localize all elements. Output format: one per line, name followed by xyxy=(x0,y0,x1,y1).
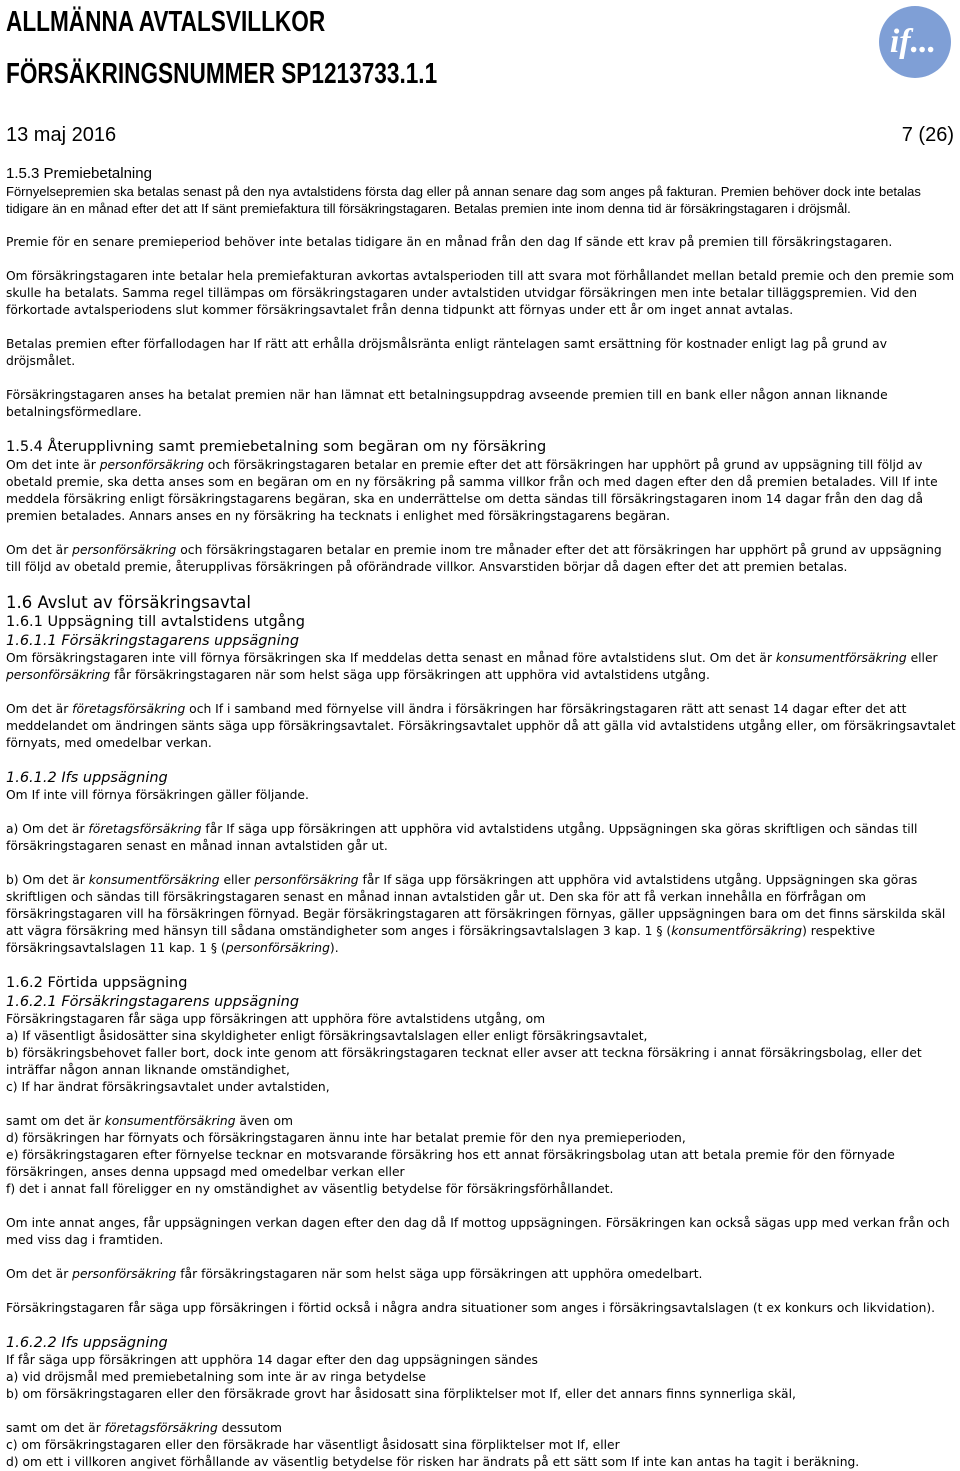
section-heading-1-6-2-1: 1.6.2.1 Försäkringstagarens uppsägning xyxy=(6,994,300,1010)
paragraph: Premie för en senare premieperiod behöver inte betalas tidigare än en månad från den dag If sände ett krav på premien till försäkringstagaren. xyxy=(6,235,893,249)
paragraph: Om det är företagsförsäkring och If i samband med förnyelse vill ändra i försäkringen har försäkringstagaren rätt att senast 14 dagar efter det att meddelandet om ändringen sänts säga upp försäkringsavtalet. Försäkringsavtalet upphör då att gälla vid avtalstidens utgång eller, om försäkringsavtalet förnyats, med omedelbar verkan. xyxy=(6,702,956,750)
paragraph: Om inte annat anges, får uppsägningen verkan dagen efter den dag då If mottog uppsägningen. Försäkringen kan också sägas upp med verkan från och med viss dag i framtiden. xyxy=(6,1216,950,1247)
list-intro: Försäkringstagaren får säga upp försäkringen att upphöra före avtalstidens utgång, om xyxy=(6,1012,546,1026)
paragraph: Om det är personförsäkring får försäkringstagaren när som helst säga upp försäkringen att upphöra omedelbart. xyxy=(6,1267,703,1281)
if-logo xyxy=(878,5,952,79)
list-item: c) om försäkringstagaren eller den försäkrade har väsentligt åsidosatt sina förpliktelser mot If, eller xyxy=(6,1438,620,1452)
document-body xyxy=(6,165,956,1471)
list-intro: samt om det är konsumentförsäkring även om xyxy=(6,1114,294,1128)
paragraph: Förnyelsepremien ska betalas senast på den nya avtalstidens första dag eller på annan senare dag som anges på fakturan. Premien behöver dock inte betalas tidigare än en månad efter det att If sänt premiefaktura till försäkringstagaren. Betalas premien inte inom denna tid är försäkringstagaren i dröjsmål. xyxy=(6,184,921,216)
paragraph: a) Om det är företagsförsäkring får If säga upp försäkringen att upphöra vid avtalstidens utgång. Uppsägningen ska göras skriftligen och sändas till försäkringstagaren senast en månad innan avtalstiden går ut. xyxy=(6,822,918,853)
list-intro: samt om det är företagsförsäkring dessutom xyxy=(6,1421,282,1435)
section-heading-1-6: 1.6 Avslut av försäkringsavtal xyxy=(6,593,251,612)
paragraph: Försäkringstagaren anses ha betalat premien när han lämnat ett betalningsuppdrag avseende premien till en bank eller någon annan liknande betalningsförmedlare. xyxy=(6,388,888,419)
list-intro: If får säga upp försäkringen att upphöra 14 dagar efter den dag uppsägningen sändes xyxy=(6,1353,538,1367)
paragraph: Om If inte vill förnya försäkringen gäller följande. xyxy=(6,788,309,802)
section-heading-1-6-1: 1.6.1 Uppsägning till avtalstidens utgång xyxy=(6,614,305,630)
list-item: b) om försäkringstagaren eller den försäkrade grovt har åsidosatt sina förpliktelser mot If, eller det annars finns synnerliga skäl, xyxy=(6,1387,796,1401)
paragraph: Om det inte är personförsäkring och försäkringstagaren betalar en premie efter det att försäkringen har upphört på grund av uppsägning till följd av obetald premie, ska detta anses som en begäran om en ny försäkring på samma villkor från och med dagen efter den då premien betalades. Vill If inte meddela försäkring enligt försäkringstagarens begäran, ska en underrättelse om detta sändas till försäkringstagaren inom 14 dagar från den dag då premien betalades. Annars anses en ny försäkring ha tecknats i enlighet med försäkringstagarens begäran. xyxy=(6,458,938,523)
paragraph: Om försäkringstagaren inte betalar hela premiefakturan avkortas avtalsperioden till att svara mot förhållandet mellan betald premie och den premie som skulle ha betalats. Samma regel tillämpas om försäkringstagaren under avtalstiden utvidgar försäkringen men inte betalar tilläggspremien. Vid den förkortade avtalsperiodens slut kommer försäkringsavtalet från denna tidpunkt att förnyas under ett år om inget annat avtalas. xyxy=(6,269,955,317)
policy-number: FÖRSÄKRINGSNUMMER SP1213733.1.1 xyxy=(6,58,438,90)
list-item: b) försäkringsbehovet faller bort, dock inte genom att försäkringstagaren tecknat eller avser att teckna försäkring i annat försäkringsbolag, eller det inträffar någon annan liknande omständighet, xyxy=(6,1046,922,1077)
document-title: ALLMÄNNA AVTALSVILLKOR xyxy=(6,6,326,38)
list-item: c) If har ändrat försäkringsavtalet under avtalstiden, xyxy=(6,1080,330,1094)
section-heading-1-6-2: 1.6.2 Förtida uppsägning xyxy=(6,975,188,991)
document-date: 13 maj 2016 xyxy=(6,124,117,146)
list-item: e) försäkringstagaren efter förnyelse tecknar en motsvarande försäkring hos ett annat försäkringsbolag utan att betala premie för den förnyade försäkringen, anses denna uppsagd med omedelbar verkan eller xyxy=(6,1148,895,1179)
logo-text: if... xyxy=(889,23,937,60)
list-item: a) If väsentligt åsidosätter sina skyldigheter enligt försäkringsavtalslagen eller enligt försäkringsavtalet, xyxy=(6,1029,648,1043)
section-heading-1-6-1-2: 1.6.1.2 Ifs uppsägning xyxy=(6,770,168,786)
paragraph: Om det är personförsäkring och försäkringstagaren betalar en premie inom tre månader efter det att försäkringen har upphört på grund av uppsägning till följd av obetald premie, återupplivas försäkringen på oförändrade villkor. Ansvarstiden börjar då dagen efter det att premien betalas. xyxy=(6,543,942,574)
list-item: d) försäkringen har förnyats och försäkringstagaren ännu inte har betalat premie för den nya premieperioden, xyxy=(6,1131,686,1145)
section-heading-1-5-4: 1.5.4 Återupplivning samt premiebetalning som begäran om ny försäkring xyxy=(6,439,547,455)
page-number: 7 (26) xyxy=(901,124,954,146)
section-heading-1-6-2-2: 1.6.2.2 Ifs uppsägning xyxy=(6,1335,168,1351)
section-heading-1-5-3: 1.5.3 Premiebetalning xyxy=(6,165,152,182)
list-item: a) vid dröjsmål med premiebetalning som inte är av ringa betydelse xyxy=(6,1370,426,1384)
paragraph: b) Om det är konsumentförsäkring eller personförsäkring får If säga upp försäkringen att upphöra vid avtalstidens utgång. Uppsägningen ska göras skriftligen och sändas till försäkringstagaren senast en månad innan avtalstiden går ut. Den ska för att få verkan innehålla en förfrågan om försäkringstagaren vill ha försäkringen förnyad. Begär försäkringstagaren att försäkringen förnyas, gäller uppsägningen bara om det finns särskilda skäl att vägra försäkring med hänsyn till sådana omständigheter som anges i försäkringsavtalslagen 3 kap. 1 § (konsumentförsäkring) respektive försäkringsavtalslagen 11 kap. 1 § (personförsäkring). xyxy=(6,873,946,955)
list-item: f) det i annat fall föreligger en ny omständighet av väsentlig betydelse för försäkringsförhållandet. xyxy=(6,1182,614,1196)
paragraph: Betalas premien efter förfallodagen har If rätt att erhålla dröjsmålsränta enligt räntelagen samt ersättning för kostnader enligt lag på grund av dröjsmålet. xyxy=(6,337,887,368)
paragraph: Om försäkringstagaren inte vill förnya försäkringen ska If meddelas detta senast en månad före avtalstidens slut. Om det är konsumentförsäkring eller personförsäkring får försäkringstagaren när som helst säga upp försäkringen att upphöra vid avtalstidens utgång. xyxy=(6,651,938,682)
list-item: d) om ett i villkoren angivet förhållande av väsentlig betydelse för risken har ändrats på ett sätt som If inte kan antas ha tagit i beräkning. xyxy=(6,1455,860,1469)
paragraph: Försäkringstagaren får säga upp försäkringen i förtid också i några andra situationer som anges i försäkringsavtalslagen (t ex konkurs och likvidation). xyxy=(6,1301,936,1315)
section-heading-1-6-1-1: 1.6.1.1 Försäkringstagarens uppsägning xyxy=(6,633,300,649)
